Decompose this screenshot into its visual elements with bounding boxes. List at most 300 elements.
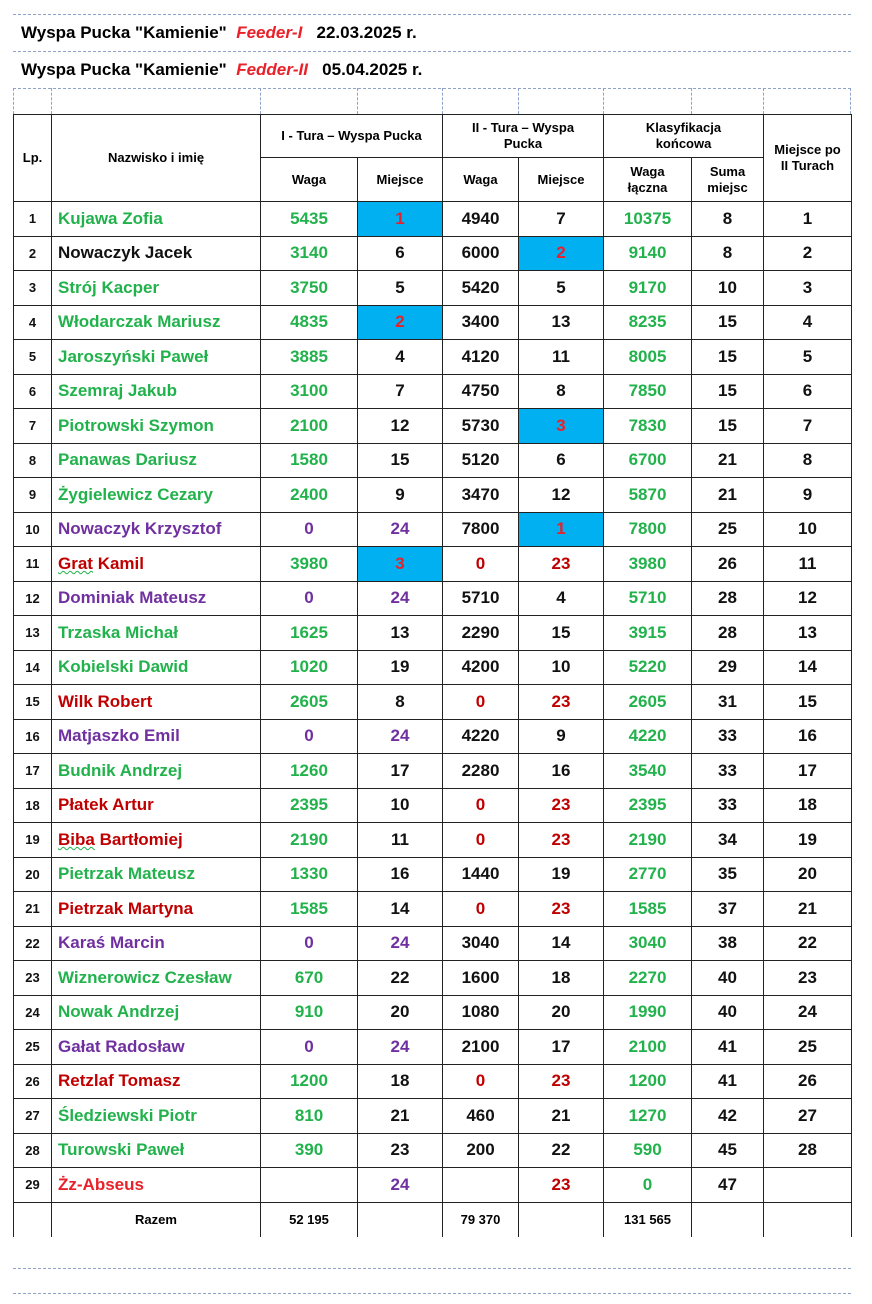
row-name: Włodarczak Mariusz [52, 305, 261, 340]
row-waga-2: 0 [443, 685, 519, 720]
table-row [14, 616, 852, 651]
totals-empty [358, 1202, 443, 1237]
grid-line [13, 88, 851, 89]
grid-line [603, 88, 604, 114]
row-lp: 1 [14, 202, 52, 237]
totals-label: Razem [52, 1202, 261, 1237]
row-miejsce-1: 16 [358, 857, 443, 892]
row-lp: 11 [14, 547, 52, 582]
row-miejsce-2: 18 [519, 961, 604, 996]
row-waga-1: 0 [261, 719, 358, 754]
totals-empty [14, 1202, 52, 1237]
table-row [14, 478, 852, 513]
row-lp: 28 [14, 1133, 52, 1168]
row-place: 2 [764, 236, 852, 271]
row-waga-2: 3400 [443, 305, 519, 340]
row-waga-2: 2280 [443, 754, 519, 789]
row-waga-laczna: 5710 [604, 581, 692, 616]
row-suma-miejsc: 47 [692, 1168, 764, 1203]
row-waga-laczna: 1585 [604, 892, 692, 927]
row-waga-2: 0 [443, 1064, 519, 1099]
table-row [14, 1064, 852, 1099]
row-suma-miejsc: 8 [692, 236, 764, 271]
row-waga-laczna: 2395 [604, 788, 692, 823]
row-waga-laczna: 2190 [604, 823, 692, 858]
row-suma-miejsc: 28 [692, 581, 764, 616]
row-miejsce-1: 15 [358, 443, 443, 478]
row-waga-2 [443, 1168, 519, 1203]
grid-line [850, 88, 851, 114]
row-miejsce-2: 19 [519, 857, 604, 892]
row-suma-miejsc: 15 [692, 340, 764, 375]
row-suma-miejsc: 33 [692, 719, 764, 754]
grid-line [518, 88, 519, 114]
row-place: 23 [764, 961, 852, 996]
row-waga-1: 0 [261, 581, 358, 616]
row-suma-miejsc: 33 [692, 788, 764, 823]
header-tour-2: II - Tura – Wyspa Pucka [443, 115, 604, 158]
table-row [14, 857, 852, 892]
row-suma-miejsc: 29 [692, 650, 764, 685]
row-waga-laczna: 7800 [604, 512, 692, 547]
row-miejsce-2: 23 [519, 1168, 604, 1203]
row-name: Budnik Andrzej [52, 754, 261, 789]
row-lp: 4 [14, 305, 52, 340]
row-miejsce-1: 20 [358, 995, 443, 1030]
row-waga-2: 6000 [443, 236, 519, 271]
table-row [14, 409, 852, 444]
row-place: 27 [764, 1099, 852, 1134]
row-waga-2: 4940 [443, 202, 519, 237]
grid-line [13, 88, 14, 114]
header-suma-miejsc: Suma miejsc [692, 158, 764, 202]
row-name: Szemraj Jakub [52, 374, 261, 409]
row-miejsce-2: 23 [519, 892, 604, 927]
row-suma-miejsc: 25 [692, 512, 764, 547]
row-miejsce-2: 9 [519, 719, 604, 754]
row-waga-2: 460 [443, 1099, 519, 1134]
row-name: Dominiak Mateusz [52, 581, 261, 616]
row-miejsce-1: 23 [358, 1133, 443, 1168]
grid-line [691, 88, 692, 114]
totals-empty [519, 1202, 604, 1237]
table-row [14, 443, 852, 478]
row-waga-1: 0 [261, 926, 358, 961]
row-waga-1 [261, 1168, 358, 1203]
row-name: Żygielewicz Cezary [52, 478, 261, 513]
row-suma-miejsc: 38 [692, 926, 764, 961]
row-miejsce-1: 24 [358, 1168, 443, 1203]
row-waga-2: 4750 [443, 374, 519, 409]
row-waga-1: 5435 [261, 202, 358, 237]
row-waga-1: 0 [261, 1030, 358, 1065]
row-miejsce-2: 7 [519, 202, 604, 237]
row-name: Nowaczyk Jacek [52, 236, 261, 271]
row-name: Grat Kamil [52, 547, 261, 582]
row-waga-2: 3040 [443, 926, 519, 961]
row-waga-1: 390 [261, 1133, 358, 1168]
row-lp: 20 [14, 857, 52, 892]
row-place: 9 [764, 478, 852, 513]
header-waga-laczna: Waga łączna [604, 158, 692, 202]
row-waga-1: 1585 [261, 892, 358, 927]
grid-line [442, 88, 443, 114]
row-lp: 14 [14, 650, 52, 685]
row-waga-1: 1330 [261, 857, 358, 892]
row-miejsce-2: 2 [519, 236, 604, 271]
row-miejsce-1: 24 [358, 926, 443, 961]
totals-waga-1: 52 195 [261, 1202, 358, 1237]
row-waga-laczna: 8235 [604, 305, 692, 340]
row-waga-2: 5420 [443, 271, 519, 306]
row-name: Karaś Marcin [52, 926, 261, 961]
row-waga-laczna: 3040 [604, 926, 692, 961]
totals-waga-2: 79 370 [443, 1202, 519, 1237]
grid-line [13, 1293, 851, 1294]
table-row [14, 1133, 852, 1168]
row-miejsce-1: 24 [358, 512, 443, 547]
row-miejsce-1: 6 [358, 236, 443, 271]
row-waga-2: 5120 [443, 443, 519, 478]
row-miejsce-2: 23 [519, 788, 604, 823]
row-place: 13 [764, 616, 852, 651]
row-lp: 13 [14, 616, 52, 651]
row-miejsce-2: 11 [519, 340, 604, 375]
table-row [14, 754, 852, 789]
row-waga-1: 2100 [261, 409, 358, 444]
row-waga-2: 0 [443, 823, 519, 858]
row-name: Żz-Abseus [52, 1168, 261, 1203]
row-waga-2: 2100 [443, 1030, 519, 1065]
grid-line [260, 88, 261, 114]
row-miejsce-2: 22 [519, 1133, 604, 1168]
row-suma-miejsc: 35 [692, 857, 764, 892]
row-miejsce-1: 7 [358, 374, 443, 409]
row-suma-miejsc: 15 [692, 409, 764, 444]
row-waga-2: 0 [443, 892, 519, 927]
table-row [14, 271, 852, 306]
table-row [14, 202, 852, 237]
row-place: 20 [764, 857, 852, 892]
row-name: Wilk Robert [52, 685, 261, 720]
row-waga-1: 1260 [261, 754, 358, 789]
row-name: Strój Kacper [52, 271, 261, 306]
header-waga-2: Waga [443, 158, 519, 202]
row-place: 17 [764, 754, 852, 789]
row-waga-1: 910 [261, 995, 358, 1030]
grid-line [357, 88, 358, 114]
row-lp: 19 [14, 823, 52, 858]
row-waga-1: 1580 [261, 443, 358, 478]
row-waga-laczna: 4220 [604, 719, 692, 754]
row-miejsce-1: 24 [358, 1030, 443, 1065]
row-waga-1: 2400 [261, 478, 358, 513]
table-row [14, 650, 852, 685]
row-place: 26 [764, 1064, 852, 1099]
row-waga-laczna: 1200 [604, 1064, 692, 1099]
row-suma-miejsc: 28 [692, 616, 764, 651]
grid-line [13, 1268, 851, 1269]
row-place: 4 [764, 305, 852, 340]
row-lp: 16 [14, 719, 52, 754]
row-suma-miejsc: 10 [692, 271, 764, 306]
title-2-date: 05.04.2025 r. [322, 60, 423, 79]
row-place: 28 [764, 1133, 852, 1168]
row-lp: 21 [14, 892, 52, 927]
title-line-2 [13, 51, 851, 87]
row-waga-laczna: 9140 [604, 236, 692, 271]
row-miejsce-2: 20 [519, 995, 604, 1030]
row-place: 25 [764, 1030, 852, 1065]
row-name: Nowak Andrzej [52, 995, 261, 1030]
row-miejsce-2: 14 [519, 926, 604, 961]
row-waga-2: 3470 [443, 478, 519, 513]
row-miejsce-1: 3 [358, 547, 443, 582]
row-miejsce-1: 1 [358, 202, 443, 237]
row-name: Pietrzak Mateusz [52, 857, 261, 892]
row-waga-laczna: 10375 [604, 202, 692, 237]
row-lp: 5 [14, 340, 52, 375]
table-row [14, 719, 852, 754]
row-miejsce-2: 4 [519, 581, 604, 616]
table-row [14, 512, 852, 547]
row-lp: 2 [14, 236, 52, 271]
row-miejsce-2: 10 [519, 650, 604, 685]
row-waga-1: 1020 [261, 650, 358, 685]
row-name: Piotrowski Szymon [52, 409, 261, 444]
row-miejsce-1: 4 [358, 340, 443, 375]
table-row [14, 892, 852, 927]
row-waga-1: 3980 [261, 547, 358, 582]
header-tour-1: I - Tura – Wyspa Pucka [261, 115, 443, 158]
grid-line [763, 88, 764, 114]
table-row [14, 685, 852, 720]
row-place: 18 [764, 788, 852, 823]
header-name: Nazwisko i imię [52, 115, 261, 202]
row-suma-miejsc: 15 [692, 374, 764, 409]
row-waga-1: 3100 [261, 374, 358, 409]
row-place: 22 [764, 926, 852, 961]
row-waga-1: 2190 [261, 823, 358, 858]
row-waga-2: 1080 [443, 995, 519, 1030]
row-place: 3 [764, 271, 852, 306]
table-row [14, 236, 852, 271]
table-row [14, 788, 852, 823]
row-place: 8 [764, 443, 852, 478]
row-suma-miejsc: 41 [692, 1064, 764, 1099]
row-waga-laczna: 1990 [604, 995, 692, 1030]
row-miejsce-2: 21 [519, 1099, 604, 1134]
totals-empty [692, 1202, 764, 1237]
row-place: 1 [764, 202, 852, 237]
row-name: Kujawa Zofia [52, 202, 261, 237]
row-suma-miejsc: 26 [692, 547, 764, 582]
row-miejsce-2: 16 [519, 754, 604, 789]
row-lp: 8 [14, 443, 52, 478]
row-miejsce-1: 21 [358, 1099, 443, 1134]
row-waga-laczna: 8005 [604, 340, 692, 375]
row-name: Gałat Radosław [52, 1030, 261, 1065]
row-waga-2: 200 [443, 1133, 519, 1168]
row-miejsce-2: 23 [519, 823, 604, 858]
row-waga-2: 4220 [443, 719, 519, 754]
row-waga-laczna: 1270 [604, 1099, 692, 1134]
row-suma-miejsc: 15 [692, 305, 764, 340]
row-waga-2: 2290 [443, 616, 519, 651]
row-waga-2: 1600 [443, 961, 519, 996]
row-name: Wiznerowicz Czesław [52, 961, 261, 996]
row-place: 5 [764, 340, 852, 375]
table-row [14, 995, 852, 1030]
title-2-prefix: Wyspa Pucka "Kamienie" [21, 60, 227, 79]
row-lp: 24 [14, 995, 52, 1030]
table-row [14, 1168, 852, 1203]
row-lp: 9 [14, 478, 52, 513]
grid-line [51, 88, 52, 114]
row-miejsce-2: 23 [519, 1064, 604, 1099]
row-place [764, 1168, 852, 1203]
header-miejsce-2: Miejsce [519, 158, 604, 202]
table-row [14, 1030, 852, 1065]
row-suma-miejsc: 40 [692, 961, 764, 996]
table-row [14, 547, 852, 582]
row-suma-miejsc: 31 [692, 685, 764, 720]
row-place: 24 [764, 995, 852, 1030]
row-lp: 17 [14, 754, 52, 789]
row-miejsce-1: 24 [358, 719, 443, 754]
row-suma-miejsc: 8 [692, 202, 764, 237]
row-waga-laczna: 9170 [604, 271, 692, 306]
title-1-date: 22.03.2025 r. [316, 23, 417, 42]
table-row [14, 823, 852, 858]
row-lp: 23 [14, 961, 52, 996]
row-miejsce-2: 1 [519, 512, 604, 547]
row-waga-laczna: 2770 [604, 857, 692, 892]
row-miejsce-2: 8 [519, 374, 604, 409]
row-suma-miejsc: 21 [692, 478, 764, 513]
results-table [13, 114, 852, 1237]
row-waga-1: 3750 [261, 271, 358, 306]
row-waga-2: 5730 [443, 409, 519, 444]
row-lp: 15 [14, 685, 52, 720]
row-miejsce-2: 17 [519, 1030, 604, 1065]
row-name: Trzaska Michał [52, 616, 261, 651]
row-miejsce-2: 12 [519, 478, 604, 513]
row-suma-miejsc: 40 [692, 995, 764, 1030]
row-miejsce-1: 14 [358, 892, 443, 927]
row-miejsce-1: 2 [358, 305, 443, 340]
row-name: Matjaszko Emil [52, 719, 261, 754]
row-waga-1: 670 [261, 961, 358, 996]
row-place: 6 [764, 374, 852, 409]
header-final: Klasyfikacja końcowa [604, 115, 764, 158]
row-waga-laczna: 5220 [604, 650, 692, 685]
row-place: 16 [764, 719, 852, 754]
row-name: Biba Bartłomiej [52, 823, 261, 858]
row-suma-miejsc: 21 [692, 443, 764, 478]
row-place: 12 [764, 581, 852, 616]
row-miejsce-1: 24 [358, 581, 443, 616]
row-lp: 27 [14, 1099, 52, 1134]
row-name: Pietrzak Martyna [52, 892, 261, 927]
row-waga-laczna: 6700 [604, 443, 692, 478]
row-lp: 22 [14, 926, 52, 961]
row-waga-laczna: 5870 [604, 478, 692, 513]
row-waga-1: 1625 [261, 616, 358, 651]
row-suma-miejsc: 42 [692, 1099, 764, 1134]
row-miejsce-1: 5 [358, 271, 443, 306]
row-miejsce-1: 17 [358, 754, 443, 789]
row-waga-2: 4200 [443, 650, 519, 685]
title-1-event: Feeder-I [236, 23, 303, 42]
row-name: Śledziewski Piotr [52, 1099, 261, 1134]
row-lp: 6 [14, 374, 52, 409]
row-lp: 29 [14, 1168, 52, 1203]
row-name: Retzlaf Tomasz [52, 1064, 261, 1099]
row-miejsce-1: 22 [358, 961, 443, 996]
row-lp: 7 [14, 409, 52, 444]
row-waga-2: 4120 [443, 340, 519, 375]
row-name: Turowski Paweł [52, 1133, 261, 1168]
row-miejsce-1: 11 [358, 823, 443, 858]
row-suma-miejsc: 33 [692, 754, 764, 789]
row-place: 7 [764, 409, 852, 444]
table-row [14, 340, 852, 375]
row-name: Panawas Dariusz [52, 443, 261, 478]
row-name: Nowaczyk Krzysztof [52, 512, 261, 547]
row-waga-laczna: 3915 [604, 616, 692, 651]
table-row [14, 305, 852, 340]
table-row [14, 1099, 852, 1134]
table-row [14, 961, 852, 996]
row-waga-laczna: 3540 [604, 754, 692, 789]
table-row [14, 581, 852, 616]
row-place: 10 [764, 512, 852, 547]
table-row [14, 374, 852, 409]
row-miejsce-1: 8 [358, 685, 443, 720]
title-line-1 [13, 14, 851, 50]
row-waga-laczna: 2270 [604, 961, 692, 996]
row-name: Kobielski Dawid [52, 650, 261, 685]
header-waga-1: Waga [261, 158, 358, 202]
row-miejsce-1: 19 [358, 650, 443, 685]
row-lp: 10 [14, 512, 52, 547]
table-row [14, 926, 852, 961]
row-miejsce-2: 23 [519, 685, 604, 720]
row-place: 21 [764, 892, 852, 927]
row-lp: 18 [14, 788, 52, 823]
totals-waga-laczna: 131 565 [604, 1202, 692, 1237]
row-waga-laczna: 7830 [604, 409, 692, 444]
row-waga-2: 7800 [443, 512, 519, 547]
row-suma-miejsc: 41 [692, 1030, 764, 1065]
row-miejsce-2: 23 [519, 547, 604, 582]
row-place: 11 [764, 547, 852, 582]
row-name: Płatek Artur [52, 788, 261, 823]
row-miejsce-1: 9 [358, 478, 443, 513]
results-sheet [13, 14, 851, 1294]
totals-empty [764, 1202, 852, 1237]
header-place-after: Miejsce po II Turach [764, 115, 852, 202]
row-waga-laczna: 2605 [604, 685, 692, 720]
row-miejsce-2: 6 [519, 443, 604, 478]
row-suma-miejsc: 45 [692, 1133, 764, 1168]
row-miejsce-1: 13 [358, 616, 443, 651]
row-waga-2: 1440 [443, 857, 519, 892]
row-waga-2: 0 [443, 788, 519, 823]
row-miejsce-2: 5 [519, 271, 604, 306]
row-waga-2: 5710 [443, 581, 519, 616]
